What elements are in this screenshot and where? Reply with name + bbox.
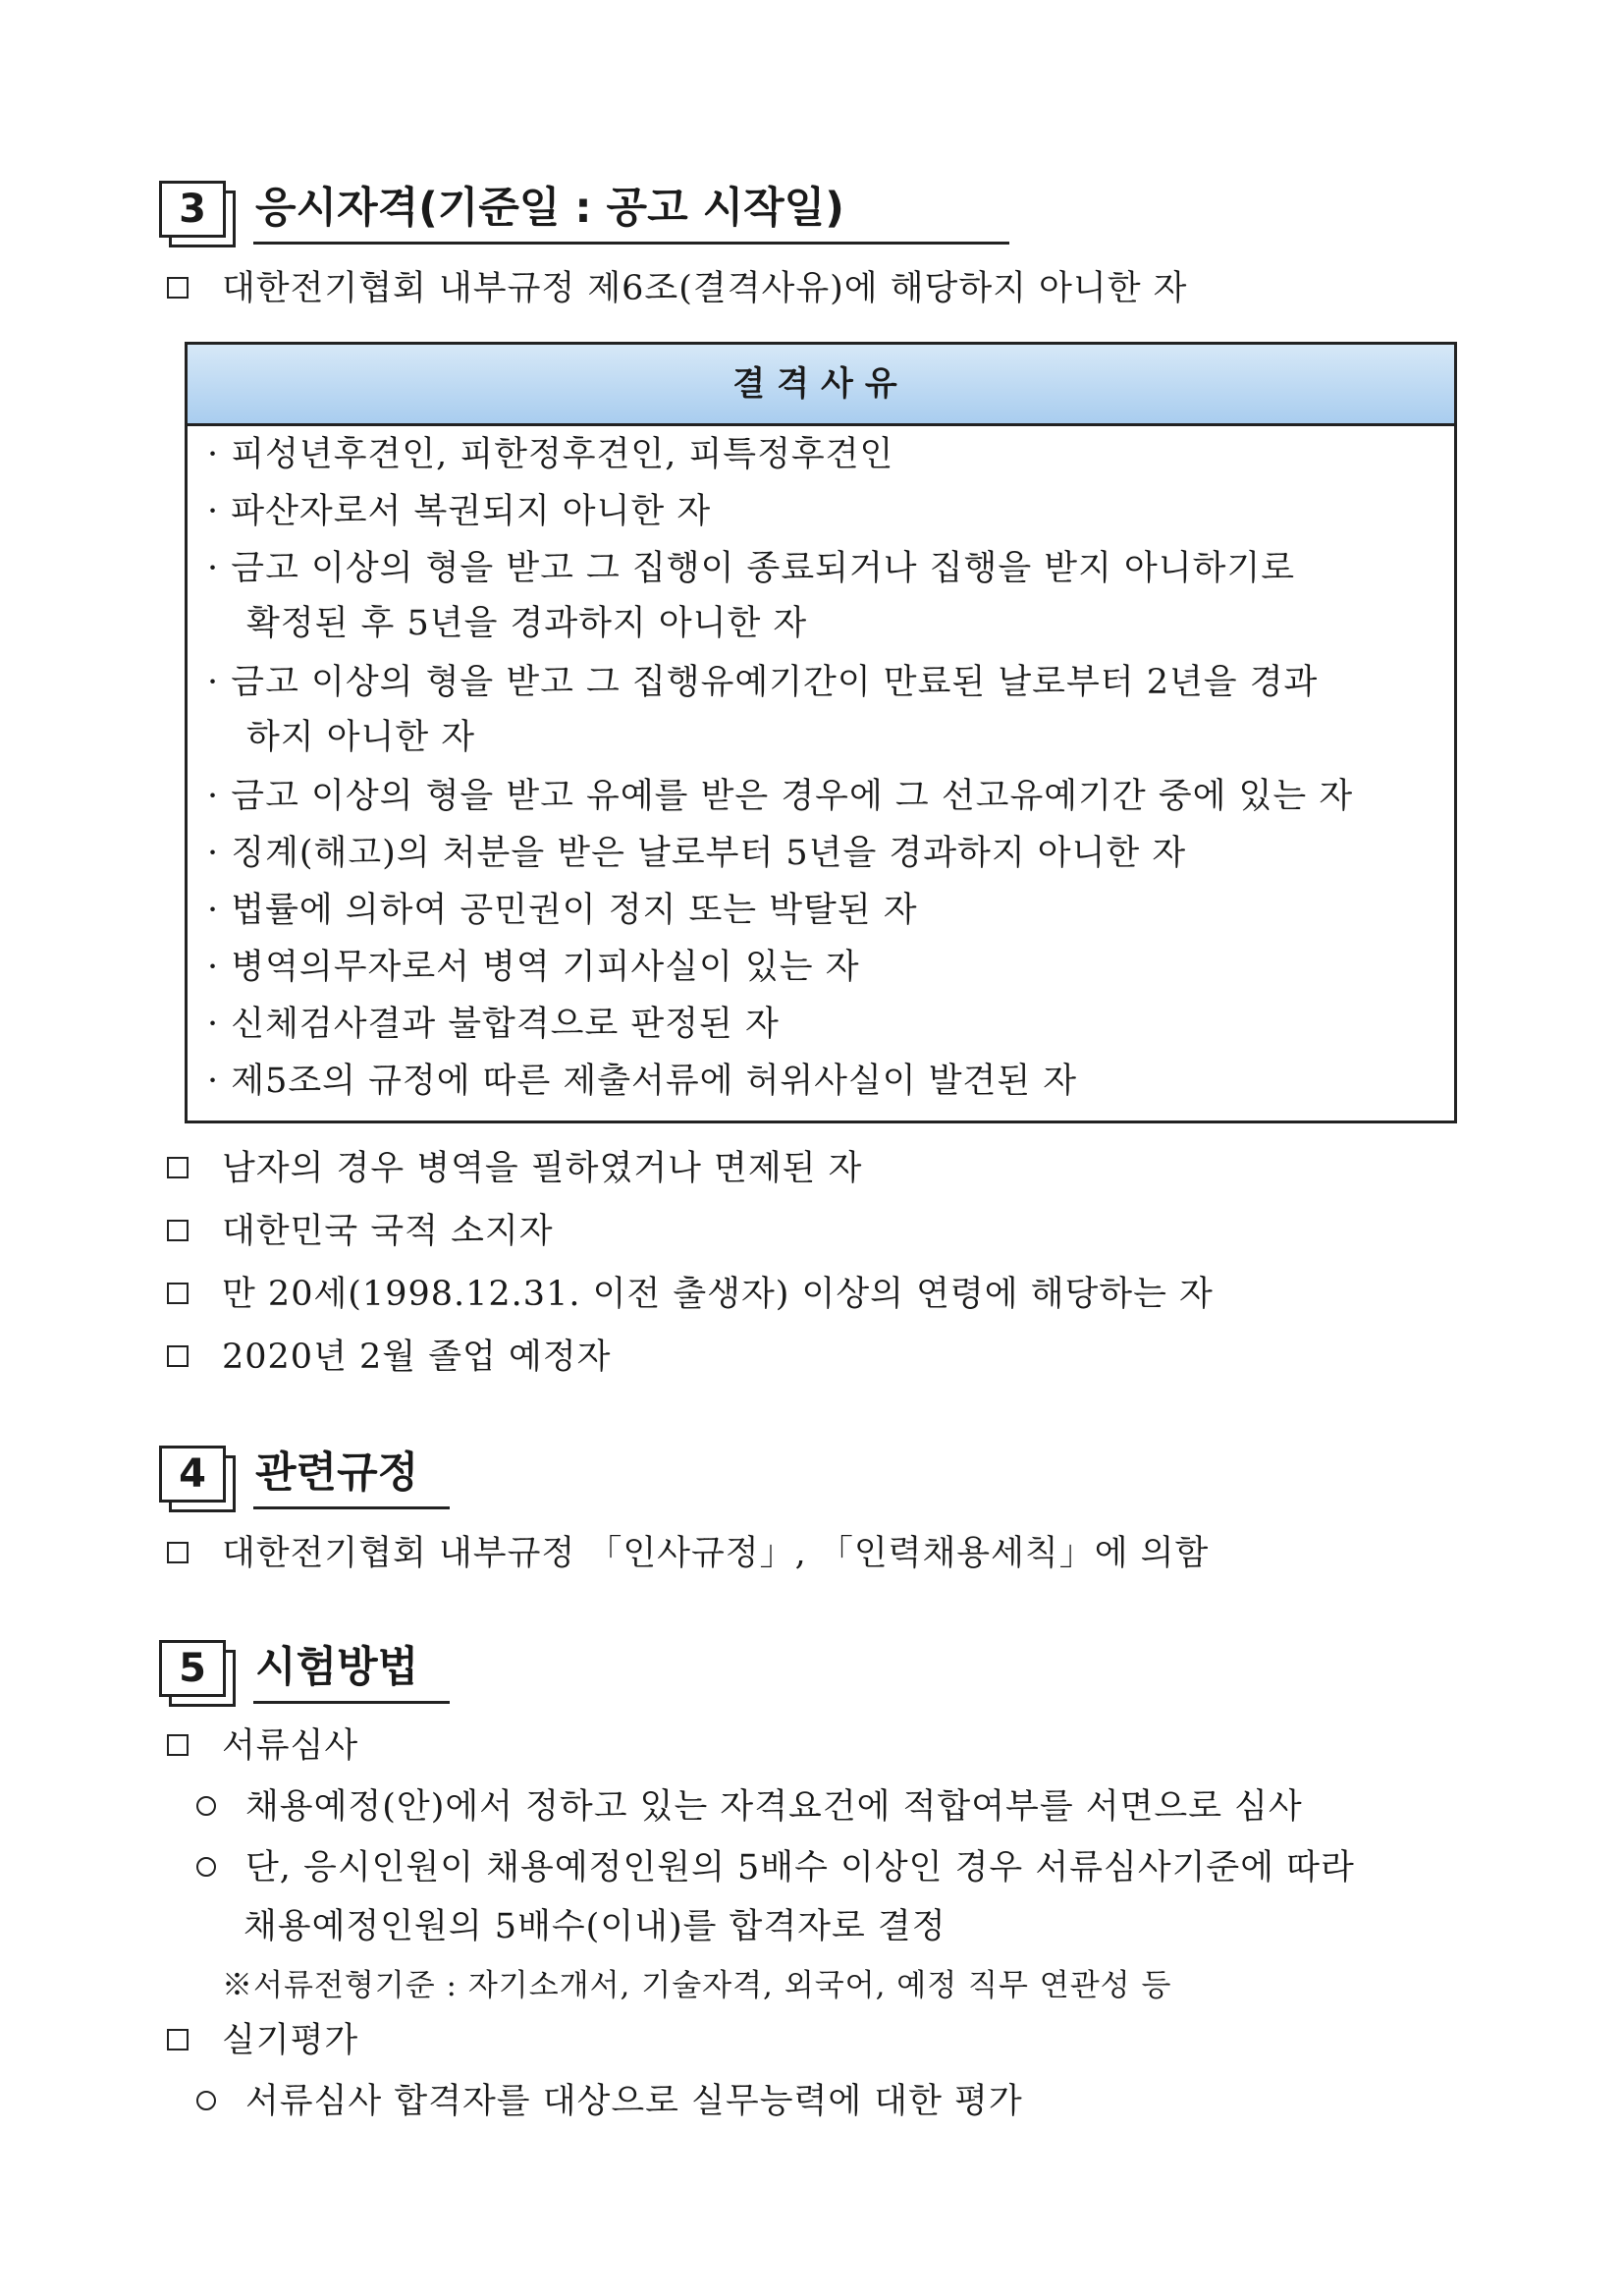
checkbox-square-icon (167, 1220, 189, 1241)
exam-step: 실기평가 (167, 2019, 358, 2062)
table-row: · 금고 이상의 형을 받고 그 집행이 종료되거나 집행을 받지 아니하기로 (207, 549, 1296, 588)
regulation-item: 대한전기협회 내부규정 「인사규정」, 「인력채용세칙」에 의함 (167, 1532, 1209, 1575)
checkbox-square-icon (167, 1734, 189, 1756)
section-number-box (159, 1446, 224, 1501)
section-number-box (159, 1640, 224, 1695)
section-number: 3 (159, 181, 226, 238)
table-row: · 파산자로서 복권되지 아니한 자 (207, 492, 712, 531)
section-underline (253, 1506, 450, 1509)
section-number: 4 (159, 1446, 226, 1503)
exam-point: 단, 응시인원이 채용예정인원의 5배수 이상인 경우 서류심사기준에 따라 (196, 1846, 1355, 1889)
checkbox-square-icon (167, 1157, 189, 1178)
condition-item: 남자의 경우 병역을 필하였거나 면제된 자 (167, 1147, 862, 1190)
section-title: 응시자격(기준일 : 공고 시작일) (255, 184, 844, 233)
circle-bullet-icon (196, 1796, 216, 1816)
exam-note: ※서류전형기준 : 자기소개서, 기술자격, 외국어, 예정 직무 연관성 등 (222, 1968, 1172, 2003)
checkbox-square-icon (167, 2029, 189, 2050)
table-header: 결격사유 (188, 345, 1454, 426)
circle-bullet-icon (196, 1857, 216, 1877)
checkbox-square-icon (167, 277, 189, 299)
table-row: · 법률에 의하여 공민권이 정지 또는 박탈된 자 (207, 891, 918, 930)
section-underline (253, 242, 1009, 245)
exam-point: 채용예정(안)에서 정하고 있는 자격요건에 적합여부를 서면으로 심사 (196, 1785, 1303, 1829)
exam-point: 서류심사 합격자를 대상으로 실무능력에 대한 평가 (196, 2080, 1023, 2123)
disqualification-table (185, 342, 1457, 1123)
section-underline (253, 1701, 450, 1704)
table-row: · 피성년후견인, 피한정후견인, 피특정후견인 (207, 435, 894, 474)
checkbox-square-icon (167, 1345, 189, 1367)
table-row: 하지 아니한 자 (246, 718, 476, 757)
condition-item: 2020년 2월 졸업 예정자 (167, 1336, 611, 1379)
section-title: 관련규정 (255, 1449, 419, 1498)
table-row: · 금고 이상의 형을 받고 그 집행유예기간이 만료된 날로부터 2년을 경과 (207, 663, 1319, 702)
section-number: 5 (159, 1640, 226, 1697)
section-number-box (159, 181, 224, 236)
section-title: 시험방법 (255, 1643, 419, 1692)
table-row: · 제5조의 규정에 따른 제출서류에 허위사실이 발견된 자 (207, 1062, 1078, 1101)
condition-item: 대한민국 국적 소지자 (167, 1210, 554, 1253)
table-row: 확정된 후 5년을 경과하지 아니한 자 (246, 604, 808, 643)
condition-item: 대한전기협회 내부규정 제6조(결격사유)에 해당하지 아니한 자 (167, 267, 1187, 310)
checkbox-square-icon (167, 1283, 189, 1304)
table-row: · 징계(해고)의 처분을 받은 날로부터 5년을 경과하지 아니한 자 (207, 834, 1187, 873)
table-row: · 병역의무자로서 병역 기피사실이 있는 자 (207, 948, 860, 987)
exam-step: 서류심사 (167, 1724, 358, 1768)
table-row: · 신체검사결과 불합격으로 판정된 자 (207, 1005, 780, 1044)
circle-bullet-icon (196, 2091, 216, 2110)
exam-point: 채용예정인원의 5배수(이내)를 합격자로 결정 (243, 1907, 947, 1946)
checkbox-square-icon (167, 1542, 189, 1563)
condition-item: 만 20세(1998.12.31. 이전 출생자) 이상의 연령에 해당하는 자 (167, 1273, 1214, 1316)
table-row: · 금고 이상의 형을 받고 유예를 받은 경우에 그 선고유예기간 중에 있는 자 (207, 777, 1354, 816)
